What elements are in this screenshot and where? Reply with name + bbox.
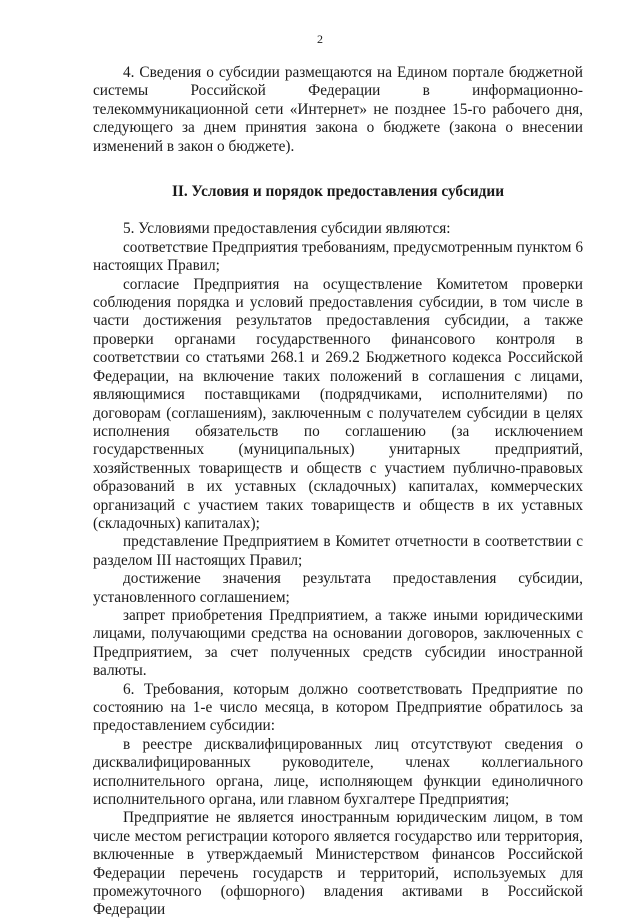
paragraph-6-intro: 6. Требования, которым должно соответствовать Предприятие по состоянию на 1-е число месяца, в котором Предприятие обратилось за предоставлением субсидии: bbox=[93, 680, 583, 735]
paragraph-5-intro: 5. Условиями предоставления субсидии являются: bbox=[123, 220, 451, 238]
page-number: 2 bbox=[317, 32, 323, 46]
document-body bbox=[93, 64, 583, 920]
section-heading: II. Условия и порядок предоставления субсидии bbox=[171, 183, 505, 201]
requirement-item: Предприятие не является иностранным юридическим лицом, в том числе местом регистрации которого является государство или территория, включенные в утверждаемый Министерством финансов Российской Федерации перечень государств и территорий, используемых для промежуточного (офшорного) владения активами в Российской Федерации bbox=[93, 809, 583, 919]
requirement-item: в реестре дисквалифицированных лиц отсутствуют сведения о дисквалифицированных руководителе, членах коллегиального исполнительного органа, лице, исполняющем функции единоличного исполнительного органа, или главном бухгалтере Предприятия; bbox=[93, 735, 583, 809]
condition-item: согласие Предприятия на осуществление Комитетом проверки соблюдения порядка и условий предоставления субсидии, в том числе в части достижения результатов предоставления субсидии, а также проверки органами государственного финансового контроля в соответствии со статьями 268.1 и 269.2 Бюджетного кодекса Российской Федерации, на включение таких положений в соглашения с лицами, являющимися поставщиками (подрядчиками, исполнителями) по договорам (соглашениям), заключенным с получателем субсидии в целях исполнения обязательств по соглашению (за исключением государственных (муниципальных) унитарных предприятий, хозяйственных товариществ и обществ с участием публично-правовых образований в их уставных (складочных) капиталах, коммерческих организаций с участием таких товариществ и обществ в их уставных (складочных) капиталах); bbox=[93, 275, 583, 532]
condition-item: достижение значения результата предоставления субсидии, установленного соглашением; bbox=[93, 570, 583, 606]
condition-item: запрет приобретения Предприятием, а также иными юридическими лицами, получающими средства на основании договоров, заключенных с Предприятием, за счет полученных средств субсидии иностранной валюты. bbox=[93, 606, 583, 680]
condition-item: соответствие Предприятия требованиям, предусмотренным пунктом 6 настоящих Правил; bbox=[93, 238, 583, 275]
paragraph-4: 4. Сведения о субсидии размещаются на Едином портале бюджетной системы Российской Федерации в информационно-телекоммуникационной сети «Интернет» не позднее 15-го рабочего дня, следующего за днем принятия закона о бюджете (закона о внесении изменений в закон о бюджете). bbox=[93, 64, 583, 155]
condition-item: представление Предприятием в Комитет отчетности в соответствии с разделом III настоящих Правил; bbox=[93, 533, 583, 569]
